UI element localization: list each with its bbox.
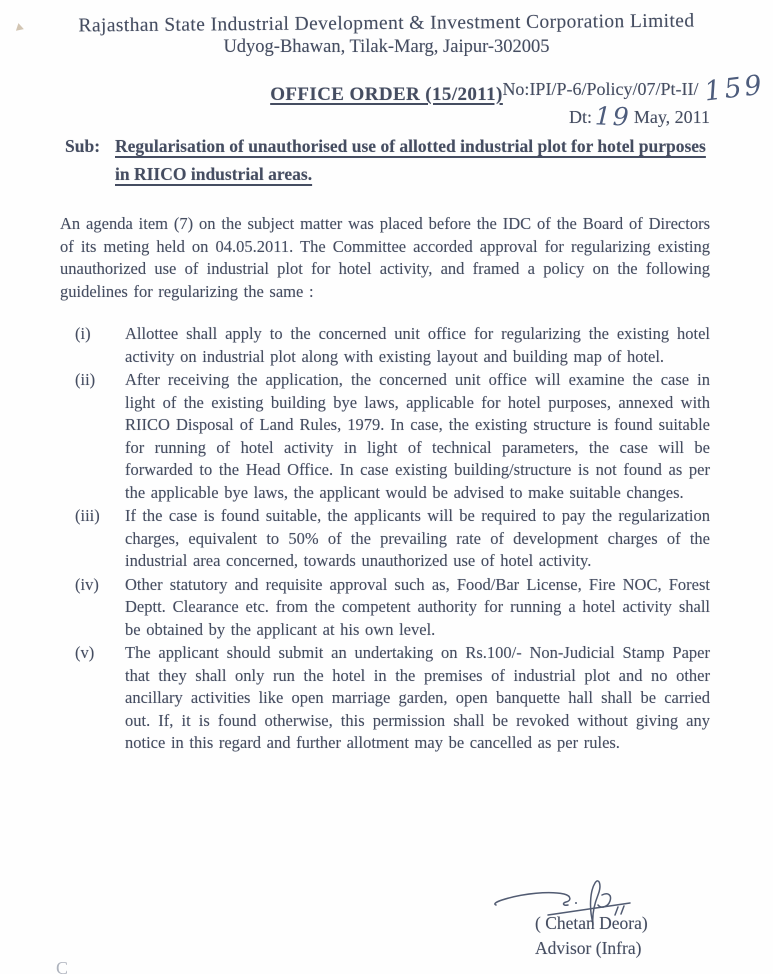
letterhead (0, 0, 773, 58)
guideline-marker: (i) (75, 324, 91, 343)
guideline-marker: (v) (75, 643, 95, 662)
guideline-text: The applicant should submit an undertaking on Rs.100/- Non-Judicial Stamp Paper that they shall only run the hotel in the premises of industrial plot and no other ancillary activities like open marriage garden, open banquette hall shall be carried out. If, it is found otherwise, this permission shall be revoked without giving any notice in this regard and further allotment may be cancelled as per rules. (125, 643, 710, 752)
signatory-name: ( Chetan Deora) (535, 913, 648, 933)
guidelines-list (60, 323, 710, 755)
guideline-item (60, 505, 710, 573)
date-line (502, 102, 765, 130)
guideline-text: If the case is found suitable, the applicants will be required to pay the regularization charges, equivalent to 50% of the prevailing rate of development charges of the industrial area concerned, towards unauthorized use of hotel activity. (125, 506, 710, 570)
date-label: Dt: (569, 107, 593, 127)
guideline-marker: (ii) (75, 370, 96, 389)
date-month-year: May, 2011 (633, 107, 710, 127)
guideline-item (60, 574, 710, 642)
reference-number-handwritten: 159 (702, 69, 767, 108)
guideline-text: After receiving the application, the concerned unit office will examine the case in light of the existing building bye laws, applicable for hotel purposes, annexed with RIICO Disposal of Land Rules, 1979. In case, the existing structure is found suitable for running of hotel activity in light of technical parameters, the case will be forwarded to the Head Office. In case existing building/structure is not found as per the applicable bye laws, the applicant would be advised to make suitable changes. (125, 370, 710, 502)
org-address: Udyog-Bhawan, Tilak-Marg, Jaipur-302005 (223, 37, 550, 57)
guideline-text: Allottee shall apply to the concerned unit office for regularizing the existing hotel activity on industrial plot along with existing layout and building map of hotel. (125, 324, 710, 366)
signature-block (535, 911, 648, 961)
guideline-item (60, 642, 710, 755)
intro-paragraph: An agenda item (7) on the subject matter was placed before the IDC of the Board of Directors of its meting held on 04.05.2011. The Committee accorded approval for regularizing existing unauthorized use of industrial plot for hotel activity, and framed a policy on the following guidelines for regularizing the same : (60, 214, 710, 301)
subject-text: Regularisation of unauthorised use of allotted industrial plot for hotel purposes in RIICO industrial areas. (115, 136, 706, 184)
subject-label: Sub: (65, 136, 101, 156)
guideline-item (60, 323, 710, 368)
guideline-marker: (iv) (75, 574, 99, 594)
org-name: Rajasthan State Industrial Development & Investment Corporation Limited (78, 10, 695, 37)
reference-block (502, 69, 767, 132)
page-bottom-text-fragment: C (56, 958, 69, 974)
guideline-item (60, 369, 710, 504)
signatory-designation: Advisor (Infra) (535, 938, 642, 958)
reference-number-label: No:IPI/P-6/Policy/07/Pt-II/ (502, 79, 699, 99)
office-order-title: OFFICE ORDER (15/2011) (270, 84, 503, 105)
guideline-marker: (iii) (75, 506, 100, 525)
guideline-text: Other statutory and requisite approval such as, Food/Bar License, Fire NOC, Forest Deptt. Clearance etc. from the competent authority for running a hotel activity shall be obtained by the applicant at his own level. (125, 574, 710, 639)
reference-number-line (502, 69, 767, 108)
subject-block (65, 132, 710, 188)
date-day-handwritten: 19 (594, 101, 632, 132)
